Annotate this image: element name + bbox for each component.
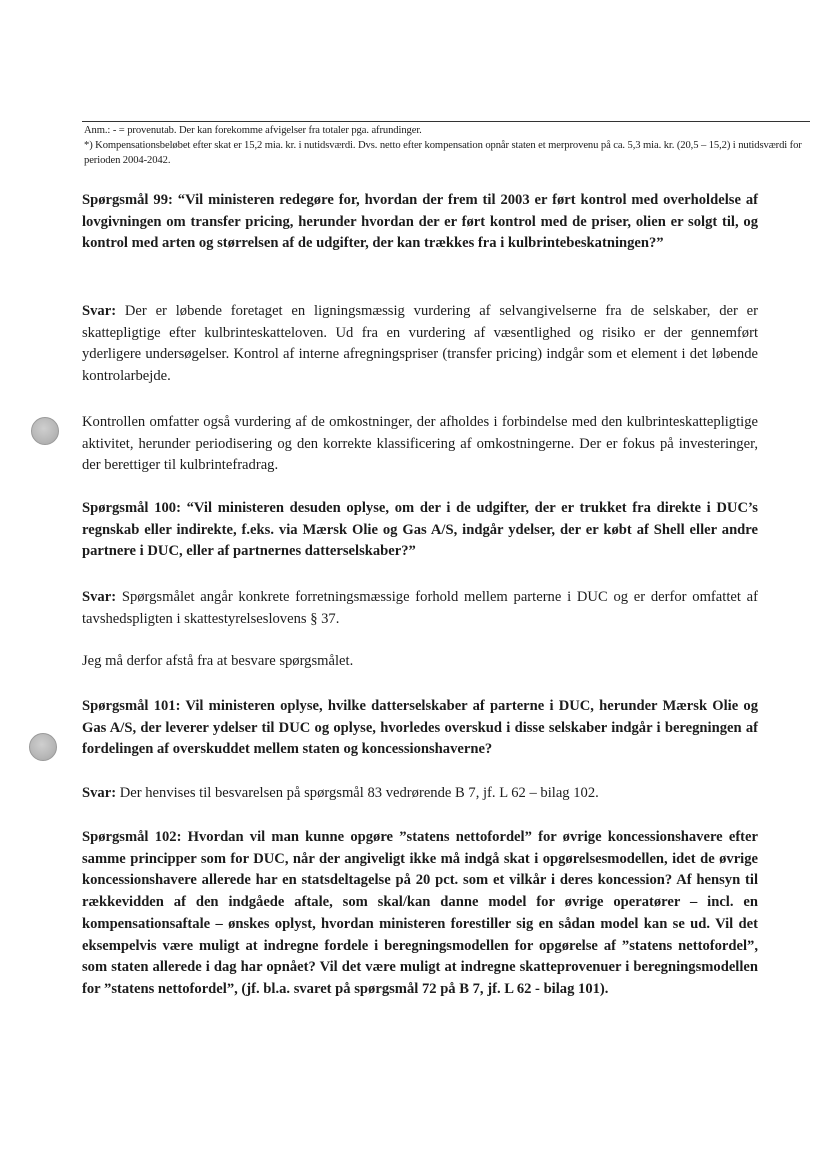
- answer-100-continued: [82, 651, 758, 673]
- answer-99-text-1: Der er løbende foretaget en ligningsmæssig vurdering af selvangivelserne fra de selskaber, der er skattepligtige efter kulbrinteskatteloven. Ud fra en vurdering af væsentlighed og risiko er der gennemført yderligere undersøgelser. Kontrol af interne afregningspriser (transfer pricing) indgår som et element i det løbende kontrolarbejde.: [82, 303, 758, 385]
- answer-99-text-2: Kontrollen omfatter også vurdering af de omkostninger, der afholdes i forbindelse med den kulbrinteskattepligtige aktivitet, herunder periodisering og den korrekte klassificering af omkostningerne. Der er fokus på investeringer, der berettiger til kulbrintefradrag.: [82, 414, 758, 474]
- answer-99-label: Svar:: [82, 303, 117, 319]
- answer-99-continued: [82, 412, 758, 477]
- question-99: [82, 190, 758, 255]
- answer-100: [82, 587, 758, 630]
- question-101-text: Spørgsmål 101: Vil ministeren oplyse, hvilke datterselskaber af parterne i DUC, herunder Mærsk Olie og Gas A/S, der leverer ydelser til DUC og oplyse, hvorledes overskud i disse selskaber indgår i beregningen af fordelingen af overskuddet mellem staten og koncessionshaverne?: [82, 698, 758, 758]
- question-102: [82, 827, 758, 1001]
- answer-101-text-1: Der henvises til besvarelsen på spørgsmål 83 vedrørende B 7, jf. L 62 – bilag 102.: [119, 785, 599, 801]
- question-100-text: Spørgsmål 100: “Vil ministeren desuden oplyse, om der i de udgifter, der er trukket fra direkte i DUC’s regnskab eller indirekte, f.eks. via Mærsk Olie og Gas A/S, indgår ydelser, der er købt af Shell eller andre partnere i DUC, eller af partnernes datterselskaber?”: [82, 500, 758, 560]
- question-100: [82, 498, 758, 563]
- table-footnotes: [84, 123, 814, 168]
- answer-100-text-2: Jeg må derfor afstå fra at besvare spørgsmålet.: [82, 653, 354, 669]
- question-99-text: Spørgsmål 99: “Vil ministeren redegøre for, hvordan der frem til 2003 er ført kontrol med overholdelse af lovgivningen om transfer pricing, herunder hvordan der er ført kontrol med de priser, olien er solgt til, og kontrol med arten og størrelsen af de udgifter, der kan trækkes fra i kulbrintebeskatningen?”: [82, 192, 758, 252]
- answer-101: [82, 783, 758, 805]
- question-101: [82, 696, 758, 761]
- question-102-text: Spørgsmål 102: Hvordan vil man kunne opgøre ”statens nettofordel” for øvrige koncessionshavere efter samme principper som for DUC, når der angiveligt ikke må indgå skat i opgørelsesmodellen, idet de øvrige koncessionshavere allerede har en statsdeltagelse på 20 pct. som et vilkår i deres koncession? Af hensyn til rækkevidden af den indgåede aftale, som skal/kan danne model for øvrige operatører – incl. en kompensationsaftale – ønskes oplyst, hvordan ministeren forestiller sig en sådan model kan se ud. Vil det eksempelvis være muligt at indregne fordele i beregningsmodellen for opgørelse af ”statens nettofordel”, som staten allerede i dag har opnået? Vil det være muligt at indregne skatteprovenuer i beregningsmodellen for ”statens nettofordel”, (jf. bl.a. svaret på spørgsmål 72 på B 7, jf. L 62 - bilag 101).: [82, 829, 758, 997]
- top-divider: [82, 121, 810, 122]
- answer-100-text-1: Spørgsmålet angår konkrete forretningsmæssige forhold mellem parterne i DUC og er derfor omfattet af tavshedspligten i skattestyrelseslovens § 37.: [82, 589, 759, 627]
- footnote-compensation: *) Kompensationsbeløbet efter skat er 15,2 mia. kr. i nutidsværdi. Dvs. netto efter kompensation opnår staten et merprovenu på ca. 5,3 mia. kr. (20,5 – 15,2) i nutidsværdi for perioden 2004-2042.: [84, 140, 802, 166]
- answer-101-label: Svar:: [82, 785, 117, 801]
- answer-99: [82, 301, 758, 388]
- footnote-anm: Anm.: - = provenutab. Der kan forekomme afvigelser fra totaler pga. afrundinger.: [84, 125, 422, 136]
- punch-hole-upper: [31, 417, 59, 445]
- answer-100-label: Svar:: [82, 589, 117, 605]
- punch-hole-lower: [29, 733, 57, 761]
